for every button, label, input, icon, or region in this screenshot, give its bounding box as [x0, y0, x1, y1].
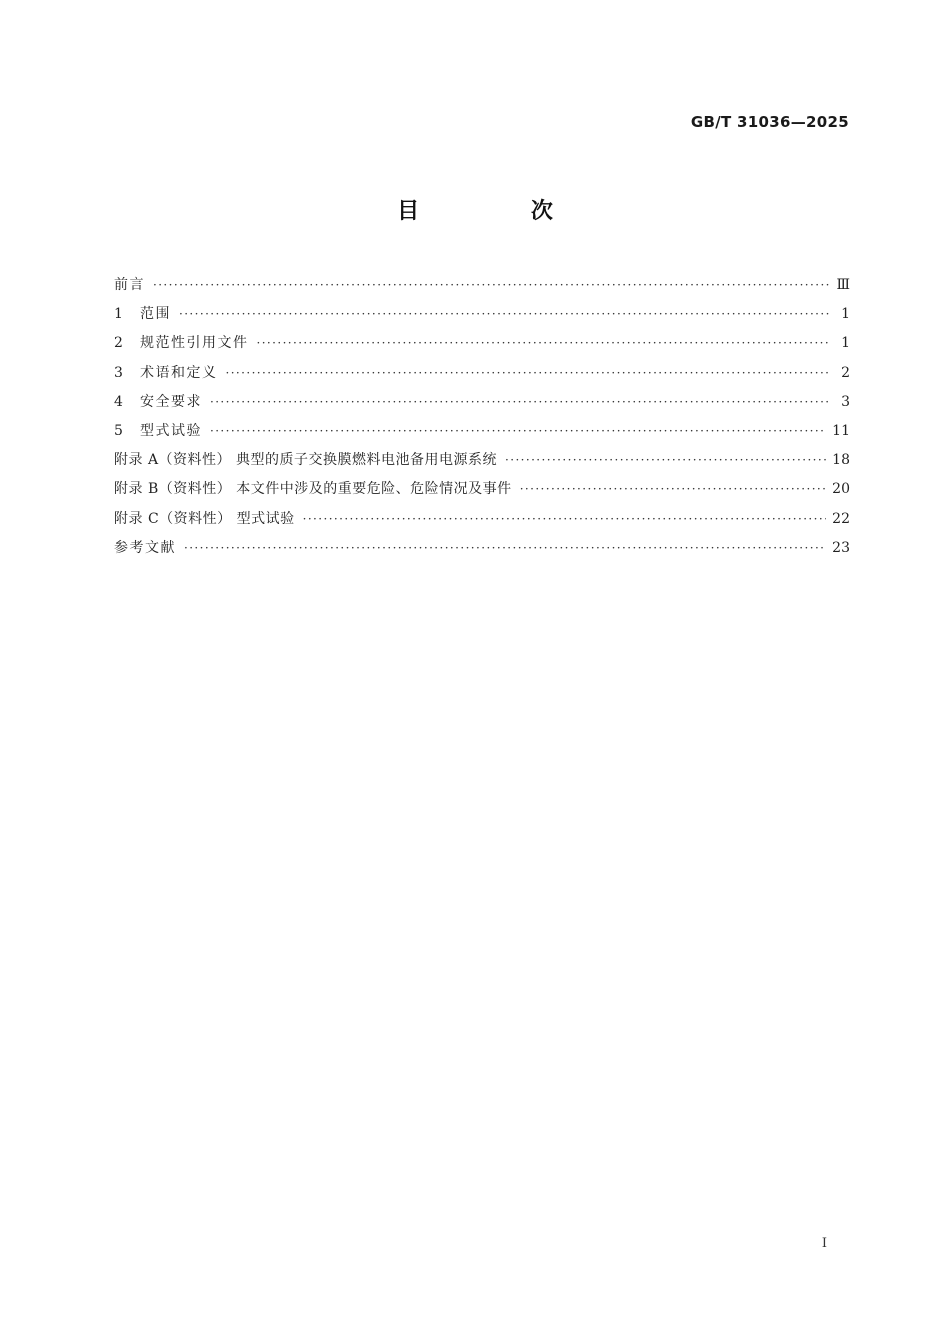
standard-code: GB/T 31036—2025: [690, 113, 849, 131]
dot-leader: [153, 271, 830, 300]
toc-entry-page: 1: [841, 335, 850, 352]
toc-entry-label: 术语和定义: [140, 364, 218, 381]
toc-entry-page: 23: [832, 539, 850, 556]
toc-entry-label: 参考文献: [114, 539, 176, 556]
table-of-contents: [114, 271, 850, 563]
toc-entry-number: 4: [114, 393, 123, 410]
toc-entry-number: 1: [114, 306, 123, 323]
toc-entry-number: 3: [114, 364, 123, 381]
dot-leader: [184, 534, 826, 563]
toc-entry-safety-requirements[interactable]: [114, 388, 850, 417]
toc-entry-appendix-a[interactable]: [114, 446, 850, 475]
toc-entry-page: 3: [841, 393, 850, 410]
toc-entry-appendix-b[interactable]: [114, 475, 850, 504]
toc-entry-page: 1: [841, 306, 850, 323]
toc-entry-appendix-c[interactable]: [114, 505, 850, 534]
toc-entry-normative-references[interactable]: [114, 329, 850, 358]
toc-entry-number: 2: [114, 335, 123, 352]
toc-entry-terms-definitions[interactable]: [114, 359, 850, 388]
toc-entry-bibliography[interactable]: [114, 534, 850, 563]
toc-entry-page: 20: [832, 481, 850, 498]
toc-entry-page: Ⅲ: [836, 277, 850, 293]
dot-leader: [179, 300, 830, 329]
toc-entry-preface[interactable]: [114, 271, 850, 300]
dot-leader: [257, 329, 831, 358]
dot-leader: [303, 505, 827, 534]
page-number: I: [821, 1236, 827, 1251]
toc-entry-label: 前言: [114, 277, 145, 293]
toc-entry-scope[interactable]: [114, 300, 850, 329]
dot-leader: [226, 359, 831, 388]
toc-entry-page: 2: [841, 364, 850, 381]
toc-entry-page: 18: [832, 452, 850, 469]
toc-entry-page: 22: [832, 510, 850, 527]
dot-leader: [520, 475, 826, 504]
toc-entry-page: 11: [832, 422, 850, 439]
toc-entry-number: 5: [114, 422, 123, 439]
toc-entry-label: 附录 B（资料性） 本文件中涉及的重要危险、危险情况及事件: [114, 481, 512, 498]
toc-entry-label: 型式试验: [140, 422, 202, 439]
toc-entry-label: 附录 C（资料性） 型式试验: [114, 510, 295, 527]
page-title: 目 次: [397, 199, 605, 224]
toc-entry-label: 规范性引用文件: [140, 335, 249, 352]
toc-entry-type-tests[interactable]: [114, 417, 850, 446]
toc-entry-label: 范围: [140, 306, 171, 323]
toc-entry-label: 附录 A（资料性） 典型的质子交换膜燃料电池备用电源系统: [114, 452, 498, 469]
dot-leader: [210, 388, 830, 417]
toc-entry-label: 安全要求: [140, 393, 202, 410]
dot-leader: [505, 446, 826, 475]
dot-leader: [210, 417, 826, 446]
